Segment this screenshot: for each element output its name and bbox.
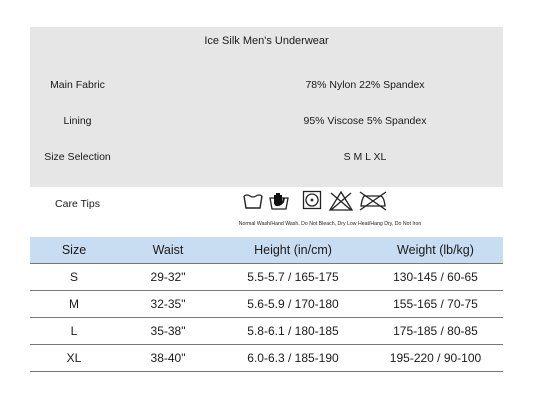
cell-height: 5.6-5.9 / 170-180 xyxy=(218,291,368,318)
no-iron-icon xyxy=(358,190,388,212)
header-waist: Waist xyxy=(118,237,218,264)
table-row xyxy=(30,318,503,345)
care-note: Normal Wash/Hand Wash, Do Not Bleach, Dry Low Heat/Hang Dry, Do Not Iron xyxy=(238,221,422,227)
table-row xyxy=(30,264,503,291)
cell-height: 5.5-5.7 / 165-175 xyxy=(218,264,368,291)
spec-value: 78% Nylon 22% Spandex xyxy=(305,79,425,91)
header-weight: Weight (lb/kg) xyxy=(368,237,503,264)
cell-weight: 130-145 / 60-65 xyxy=(368,264,503,291)
cell-height: 6.0-6.3 / 185-190 xyxy=(218,345,368,372)
cell-size: M xyxy=(30,291,118,318)
cell-size: XL xyxy=(30,345,118,372)
cell-waist: 32-35" xyxy=(118,291,218,318)
cell-waist: 35-38" xyxy=(118,318,218,345)
care-tips-label: Care Tips xyxy=(55,198,100,210)
table-row xyxy=(30,345,503,372)
cell-waist: 38-40" xyxy=(118,345,218,372)
spec-row-main-fabric xyxy=(30,79,503,95)
size-table-header xyxy=(30,237,503,264)
no-bleach-icon xyxy=(302,190,322,210)
cell-size: L xyxy=(30,318,118,345)
spec-panel xyxy=(30,27,503,187)
table-row xyxy=(30,291,503,318)
product-title: Ice Silk Men's Underwear xyxy=(204,35,329,47)
spec-value: S M L XL xyxy=(343,151,387,163)
cell-waist: 29-32" xyxy=(118,264,218,291)
hand-wash-icon xyxy=(268,190,290,212)
cell-height: 5.8-6.1 / 180-185 xyxy=(218,318,368,345)
header-height: Height (in/cm) xyxy=(218,237,368,264)
cell-weight: 175-185 / 80-85 xyxy=(368,318,503,345)
spec-value: 95% Viscose 5% Spandex xyxy=(303,115,427,127)
cell-weight: 155-165 / 70-75 xyxy=(368,291,503,318)
spec-label: Lining xyxy=(63,115,92,127)
cell-size: S xyxy=(30,264,118,291)
size-table xyxy=(30,237,503,372)
care-tips-row xyxy=(30,190,503,234)
spec-row-size-selection xyxy=(30,151,503,167)
spec-label: Main Fabric xyxy=(50,79,105,91)
tumble-dry-low-icon xyxy=(328,190,354,212)
wash-tub-icon xyxy=(242,190,264,212)
spec-row-lining xyxy=(30,115,503,131)
spec-label: Size Selection xyxy=(44,151,111,163)
care-icons xyxy=(242,190,432,214)
cell-weight: 195-220 / 90-100 xyxy=(368,345,503,372)
header-size: Size xyxy=(30,237,118,264)
